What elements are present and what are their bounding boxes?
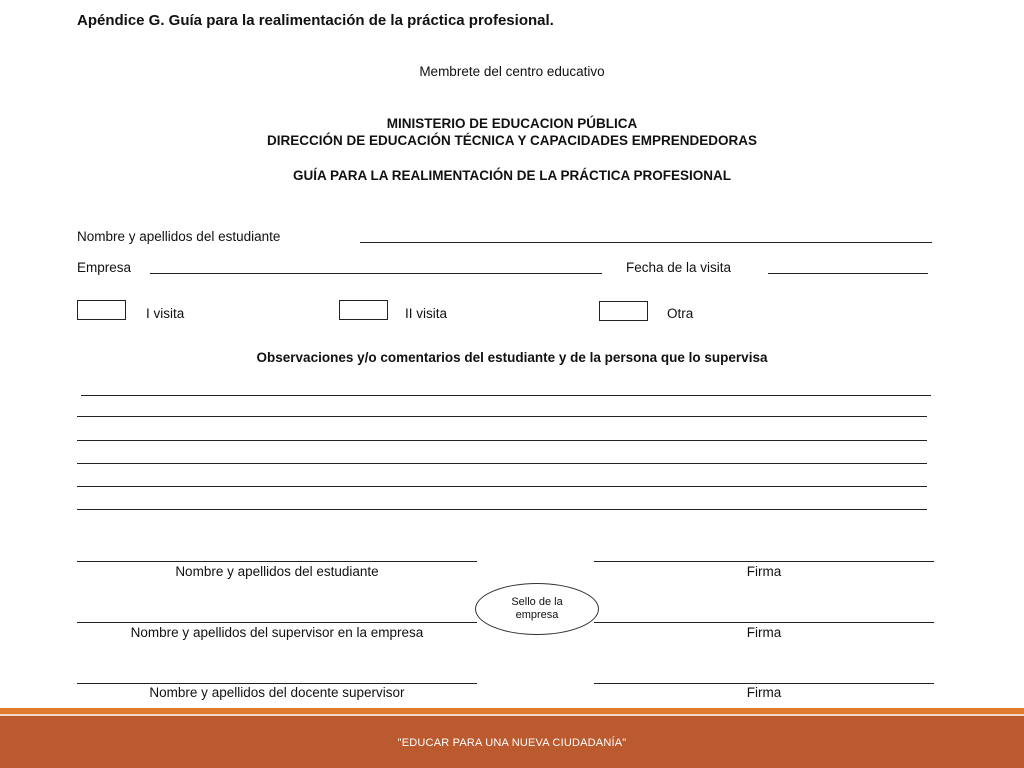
- second-visit-label: II visita: [405, 306, 448, 321]
- teacher-supervisor-signature-caption: Firma: [746, 685, 782, 700]
- teacher-supervisor-caption: Nombre y apellidos del docente supervisor: [149, 685, 405, 700]
- stamp-line-2: empresa: [515, 609, 559, 621]
- guide-title: GUÍA PARA LA REALIMENTACIÓN DE LA PRÁCTICA PROFESIONAL: [293, 168, 731, 183]
- observation-line[interactable]: [77, 509, 927, 510]
- company-stamp: [475, 583, 599, 635]
- teacher-supervisor-name-line: [77, 683, 477, 684]
- company-supervisor-caption: Nombre y apellidos del supervisor en la empresa: [130, 625, 424, 640]
- first-visit-checkbox[interactable]: [77, 300, 126, 320]
- observation-line[interactable]: [81, 395, 931, 396]
- teacher-supervisor-signature-line: [594, 683, 934, 684]
- student-name-label: Nombre y apellidos del estudiante: [77, 229, 281, 244]
- company-label: Empresa: [77, 260, 132, 275]
- other-visit-label: Otra: [667, 306, 694, 321]
- observations-title: Observaciones y/o comentarios del estudiante y de la persona que lo supervisa: [256, 350, 768, 365]
- observation-line[interactable]: [77, 440, 927, 441]
- company-line: [150, 273, 602, 274]
- student-name-line: [360, 242, 932, 243]
- student-name-caption: Nombre y apellidos del estudiante: [175, 564, 379, 579]
- letterhead-placeholder: Membrete del centro educativo: [419, 64, 605, 79]
- company-supervisor-signature-line: [594, 622, 934, 623]
- direction-title: DIRECCIÓN DE EDUCACIÓN TÉCNICA Y CAPACIDADES EMPRENDEDORAS: [266, 133, 758, 148]
- first-visit-label: I visita: [146, 306, 185, 321]
- visit-date-line: [768, 273, 928, 274]
- observation-line[interactable]: [77, 486, 927, 487]
- visit-date-label: Fecha de la visita: [626, 260, 732, 275]
- company-supervisor-name-line: [77, 622, 477, 623]
- second-visit-checkbox[interactable]: [339, 300, 388, 320]
- stamp-line-1: Sello de la: [511, 596, 563, 608]
- other-visit-checkbox[interactable]: [599, 301, 648, 321]
- student-signature-line: [594, 561, 934, 562]
- observation-line[interactable]: [77, 416, 927, 417]
- footer-slogan: "EDUCAR PARA UNA NUEVA CIUDADANÍA": [397, 737, 627, 749]
- ministry-title: MINISTERIO DE EDUCACION PÚBLICA: [386, 116, 638, 131]
- observation-line[interactable]: [77, 463, 927, 464]
- student-signature-caption: Firma: [746, 564, 782, 579]
- student-name-signature-line: [77, 561, 477, 562]
- appendix-heading: Apéndice G. Guía para la realimentación de la práctica profesional.: [77, 12, 554, 29]
- company-supervisor-signature-caption: Firma: [746, 625, 782, 640]
